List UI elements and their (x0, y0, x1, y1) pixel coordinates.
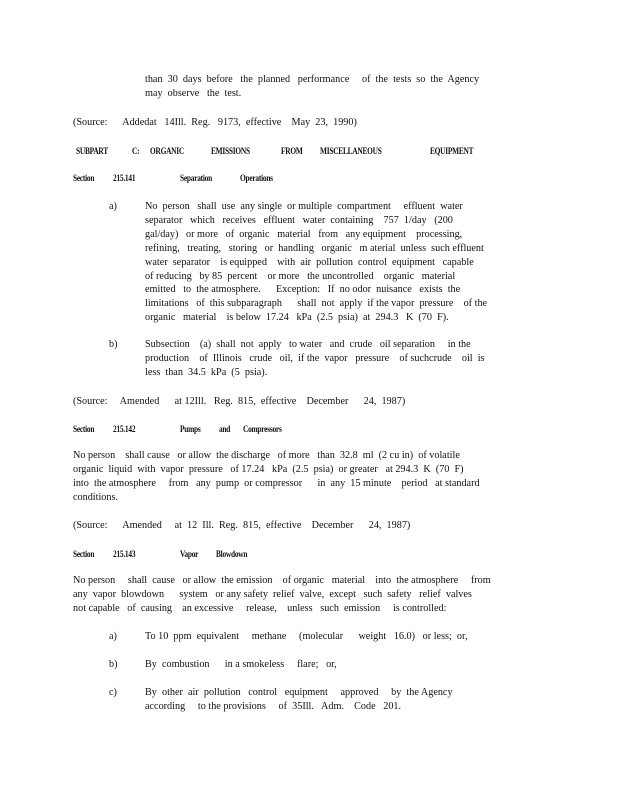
source-note: (Source: Addedat 14Ill. Reg. 9173, effective May 23, 1990) (73, 117, 357, 128)
section-title-word: Compressors (243, 424, 282, 434)
item-label: c) (109, 687, 117, 698)
source-note: (Source: Amended at 12Ill. Reg. 815, effective December 24, 1987) (73, 396, 406, 407)
subpart-word: EQUIPMENT (430, 146, 474, 156)
item-text: No person shall use any single or multiple compartment effluent water separator which receives effluent water containing 757 1/day (200 gal/day) or more of organic material from any equipment processing, refining, treating, storing or handling organic m aterial unless such effluent water separator is equipped with air pollution control equipment capable of reducing by 85 percent or more the uncontrolled organic material emitted to the atmosphere. Exception: If no odor nuisance exists the limitations of this subparagraph shall not apply if the vapor pressure of the organic material is below 17.24 kPa (2.5 psia) at 294.3 K (70 F). (145, 201, 488, 324)
section-number: 215.141 (113, 173, 136, 183)
section-title-word: Blowdown (216, 549, 248, 559)
section-title-word: Vapor (180, 549, 199, 559)
section-title-word: Pumps (180, 424, 201, 434)
item-label: b) (109, 659, 118, 670)
subpart-word: ORGANIC (150, 146, 184, 156)
section-number: 215.142 (113, 424, 136, 434)
section-title-word: and (219, 424, 231, 434)
source-note: (Source: Amended at 12 Ill. Reg. 815, effective December 24, 1987) (73, 520, 411, 531)
item-text: To 10 ppm equivalent methane (molecular weight 16.0) or less; or, (145, 631, 468, 642)
item-label: a) (109, 201, 117, 212)
section-body: No person shall cause or allow the emission of organic material into the atmosphere from any vapor blowdown system or any safety relief valve, except such safety relief valves not capable of causing an excessive release, unless such emission is controlled: (73, 575, 491, 614)
section-title-word: Separation (180, 173, 212, 183)
continued-paragraph: than 30 days before the planned performance of the tests so the Agency may observe the test. (145, 74, 480, 99)
subpart-label: SUBPART (76, 146, 108, 156)
item-text: By combustion in a smokeless flare; or, (145, 659, 337, 670)
item-text: By other air pollution control equipment approved by the Agency according to the provisions of 35Ill. Adm. Code 201. (145, 687, 453, 712)
item-text: Subsection (a) shall not apply to water and crude oil separation in the production of Illinois crude oil, if the vapor pressure of suchcrude oil is less than 34.5 kPa (5 psia). (145, 339, 485, 378)
section-title-word: Operations (240, 173, 273, 183)
item-label: b) (109, 339, 118, 350)
section-label: Section (73, 549, 95, 559)
item-label: a) (109, 631, 117, 642)
subpart-word: MISCELLANEOUS (320, 146, 382, 156)
subpart-word: FROM (281, 146, 303, 156)
section-label: Section (73, 424, 95, 434)
section-label: Section (73, 173, 95, 183)
section-body: No person shall cause or allow the discharge of more than 32.8 ml (2 cu in) of volatile organic liquid with vapor pressure of 17.24 kPa (2.5 psia) or greater at 294.3 K (70 F) into the atmosphere from any pump or compressor in any 15 minute period at standard conditions. (73, 450, 480, 503)
section-number: 215.143 (113, 549, 136, 559)
subpart-letter: C: (132, 146, 140, 156)
subpart-word: EMISSIONS (211, 146, 250, 156)
